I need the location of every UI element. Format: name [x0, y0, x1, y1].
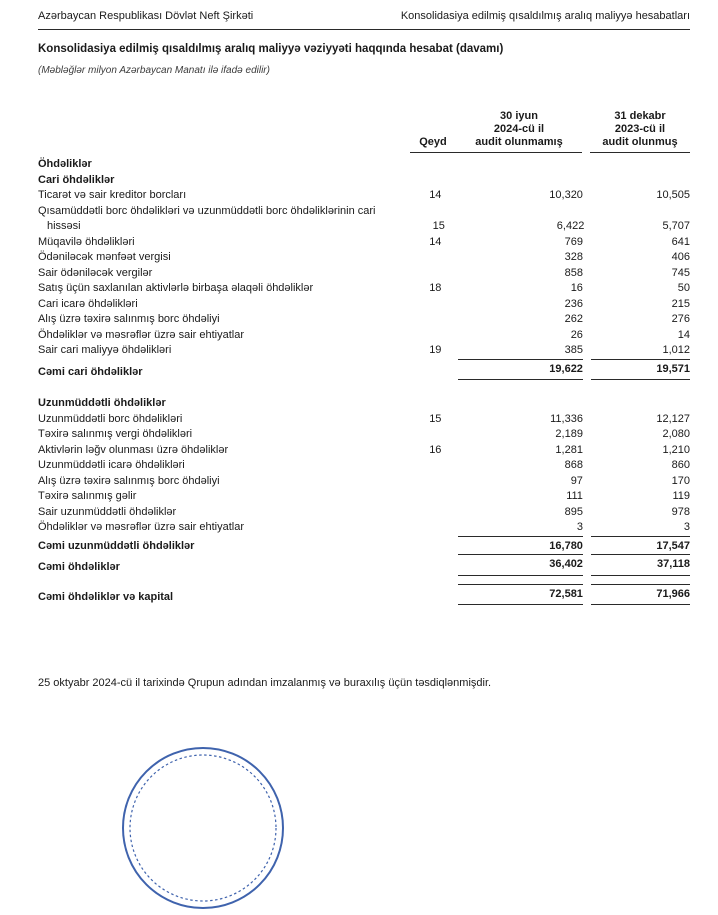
table-row	[38, 554, 690, 576]
table-row	[38, 250, 690, 266]
table-row	[38, 396, 690, 412]
row-value-2024: 6,422	[556, 220, 585, 232]
row-label: Uzunmüddətli öhdəliklər	[38, 397, 166, 409]
row-value-2023: 19,571	[591, 359, 690, 381]
row-value-2023: 2,080	[662, 428, 690, 440]
row-label: Müqavilə öhdəlikləri	[38, 235, 135, 248]
header-line: 31 dekabr	[614, 110, 666, 122]
table-row	[38, 173, 690, 189]
company-name: Azərbaycan Respublikası Dövlət Neft Şirkəti	[38, 10, 254, 22]
table-row	[38, 520, 690, 536]
row-label: Qısamüddətli borc öhdəlikləri və uzunmüddətli borc öhdəliklərinin cari hissəsi	[38, 204, 376, 232]
row-value-2024: 385	[564, 344, 583, 356]
row-label: Cəmi uzunmüddətli öhdəliklər	[38, 539, 195, 552]
row-value-2023: 641	[671, 235, 690, 248]
header-line: 2023-cü il	[614, 123, 666, 135]
row-value-2023: 10,505	[656, 189, 690, 201]
row-value-2023: 17,547	[591, 536, 690, 555]
table-row	[38, 297, 690, 313]
header-line: 2024-cü il	[493, 123, 545, 135]
row-value-2024: 16	[570, 282, 583, 294]
header-note-column: Qeyd	[410, 136, 456, 153]
row-value-2023: 745	[671, 266, 690, 279]
table-row	[38, 443, 690, 459]
row-value-2024: 36,402	[458, 554, 583, 576]
row-value-2023: 37,118	[591, 554, 690, 576]
header-2023-column	[590, 110, 690, 153]
row-label: Öhdəliklər və məsrəflər üzrə sair ehtiyatlar	[38, 521, 245, 533]
approval-note: 25 oktyabr 2024-cü il tarixində Qrupun adından imzalanmış və buraxılış üçün təsdiqlənmişdir.	[38, 677, 492, 689]
row-value-2024: 11,336	[550, 412, 583, 425]
row-note-ref: 19	[429, 344, 442, 356]
row-value-2023: 1,210	[662, 443, 690, 456]
row-label: Alış üzrə təxirə salınmış borc öhdəliyi	[38, 313, 220, 325]
row-label: Öhdəliklər	[38, 158, 92, 170]
table-spacer	[38, 576, 690, 584]
row-label: Alış üzrə təxirə salınmış borc öhdəliyi	[38, 474, 220, 487]
table-row	[38, 281, 690, 297]
row-label: Ödəniləcək mənfəət vergisi	[38, 251, 171, 263]
table-row	[38, 266, 690, 282]
row-value-2024: 3	[576, 521, 583, 533]
table-row	[38, 584, 690, 606]
row-label: Sair cari maliyyə öhdəlikləri	[38, 344, 172, 356]
row-label: Aktivlərin ləğv olunması üzrə öhdəliklər	[38, 443, 229, 456]
row-value-2024: 16,780	[458, 536, 583, 555]
row-value-2023: 5,707	[662, 220, 690, 232]
table-row	[38, 536, 690, 555]
row-value-2023: 276	[671, 313, 690, 325]
page-title: Konsolidasiya edilmiş qısaldılmış aralıq maliyyə vəziyyəti haqqında hesabat (davamı)	[38, 43, 504, 55]
row-value-2024: 10,320	[549, 189, 583, 201]
row-note-ref: 16	[429, 443, 442, 456]
table-row	[38, 412, 690, 428]
row-label: Satış üçün saxlanılan aktivlərlə birbaşa əlaqəli öhdəliklər	[38, 282, 314, 294]
row-value-2024: 328	[564, 251, 583, 263]
row-label: Cəmi cari öhdəliklər	[38, 365, 143, 378]
table-row	[38, 157, 690, 173]
table-row	[38, 458, 690, 474]
row-note-ref: 15	[432, 220, 445, 232]
row-label: Cari öhdəliklər	[38, 173, 115, 186]
table-row	[38, 505, 690, 521]
row-value-2023: 14	[677, 328, 690, 341]
row-value-2024: 111	[566, 490, 583, 502]
table-row	[38, 343, 690, 359]
row-value-2024: 97	[570, 474, 583, 487]
row-value-2023: 71,966	[591, 584, 690, 606]
header-2024-column	[456, 110, 582, 153]
row-note-ref: 14	[429, 189, 442, 201]
amounts-note: (Məbləğlər milyon Azərbaycan Manatı ilə ifadə edilir)	[38, 65, 270, 76]
row-label: Uzunmüddətli borc öhdəlikləri	[38, 412, 183, 425]
row-label: Sair uzunmüddətli öhdəliklər	[38, 505, 177, 518]
row-value-2024: 19,622	[458, 359, 583, 381]
row-value-2024: 26	[570, 328, 583, 341]
row-value-2023: 3	[683, 521, 690, 533]
row-value-2023: 170	[671, 474, 690, 487]
table-spacer	[38, 380, 690, 396]
row-note-ref: 14	[429, 235, 442, 248]
row-value-2024: 1,281	[555, 443, 583, 456]
row-label: Uzunmüddətli icarə öhdəlikləri	[38, 459, 185, 471]
row-value-2024: 858	[564, 266, 583, 279]
table-row	[38, 359, 690, 381]
row-value-2024: 236	[564, 297, 583, 310]
row-value-2023: 119	[672, 490, 690, 502]
row-value-2024: 868	[564, 459, 583, 471]
table-row	[38, 235, 690, 251]
company-seal-icon	[118, 745, 288, 915]
row-note-ref: 15	[429, 412, 442, 425]
table-row	[38, 188, 690, 204]
row-value-2023: 406	[671, 251, 690, 263]
header-line: 30 iyun	[500, 110, 538, 122]
row-value-2024: 262	[564, 313, 583, 325]
row-label: Sair ödəniləcək vergilər	[38, 266, 153, 279]
row-value-2023: 978	[671, 505, 690, 518]
table-body	[38, 157, 690, 605]
table-row	[38, 204, 690, 235]
report-type-header: Konsolidasiya edilmiş qısaldılmış aralıq maliyyə hesabatları	[400, 10, 690, 22]
row-value-2024: 769	[564, 235, 583, 248]
row-value-2023: 860	[671, 459, 690, 471]
table-row	[38, 312, 690, 328]
row-label: Cəmi öhdəliklər və kapital	[38, 590, 174, 603]
row-note-ref: 18	[429, 282, 442, 294]
row-value-2023: 12,127	[656, 412, 690, 425]
row-label: Öhdəliklər və məsrəflər üzrə sair ehtiyatlar	[38, 328, 245, 341]
table-row	[38, 474, 690, 490]
row-value-2023: 50	[677, 282, 690, 294]
row-value-2023: 215	[671, 297, 690, 310]
document-header	[38, 10, 690, 30]
row-label: Təxirə salınmış vergi öhdəlikləri	[38, 428, 193, 440]
financial-table	[38, 110, 690, 605]
table-header-row	[38, 110, 690, 153]
table-row	[38, 427, 690, 443]
header-line: audit olunmamış	[475, 136, 563, 148]
header-line: audit olunmuş	[602, 136, 678, 148]
table-row	[38, 328, 690, 344]
table-row	[38, 489, 690, 505]
row-value-2024: 895	[564, 505, 583, 518]
row-value-2023: 1,012	[662, 344, 690, 356]
row-value-2024: 2,189	[555, 428, 583, 440]
row-label: Cari icarə öhdəlikləri	[38, 297, 138, 310]
row-label: Cəmi öhdəliklər	[38, 561, 120, 573]
row-label: Təxirə salınmış gəlir	[38, 490, 137, 502]
row-label: Ticarət və sair kreditor borcları	[38, 189, 187, 201]
row-value-2024: 72,581	[458, 584, 583, 606]
